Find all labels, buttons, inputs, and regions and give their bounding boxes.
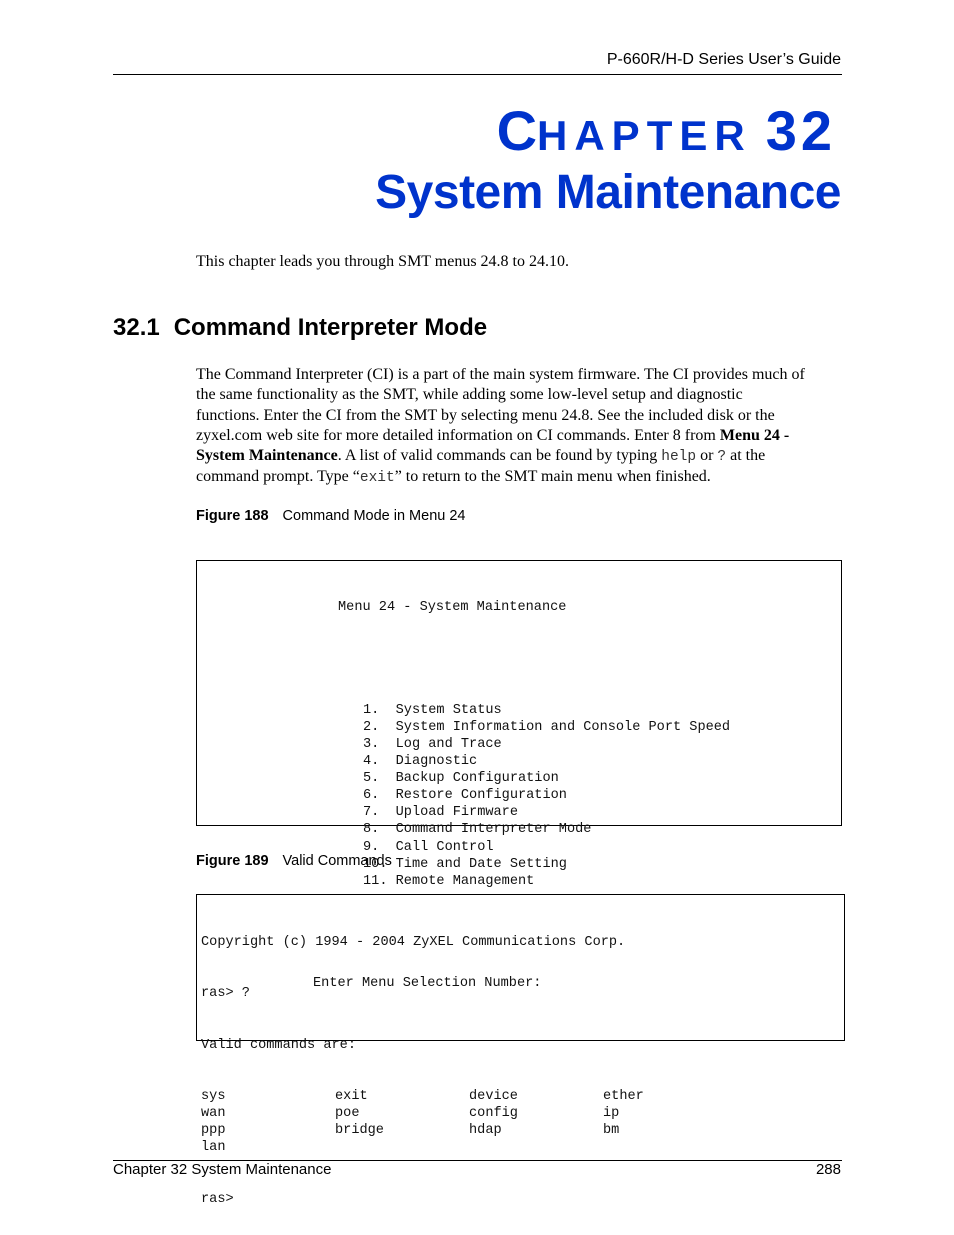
command-line: ras> ? [201, 986, 250, 1002]
section-heading [113, 311, 487, 345]
menu-reference: System Maintenance [196, 447, 338, 465]
command-name: hdap [469, 1123, 502, 1139]
figure-caption-text: Command Mode in Menu 24 [282, 508, 466, 524]
menu-item: 7. Upload Firmware [363, 805, 518, 821]
command-row [201, 1139, 844, 1156]
menu-item: 5. Backup Configuration [363, 771, 559, 787]
command-name: sys [201, 1089, 226, 1105]
command-name: lan [201, 1140, 226, 1156]
command-table [201, 1088, 844, 1156]
running-header: P-660R/H-D Series User’s Guide [606, 51, 841, 68]
command-row [201, 1088, 844, 1105]
paragraph-text: at the [726, 447, 766, 465]
paragraph-text: or [696, 447, 718, 465]
paragraph-text: zyxel.com web site for more detailed information on CI commands. Enter 8 from [196, 426, 720, 444]
menu-prompt: Enter Menu Selection Number: [313, 976, 542, 992]
menu-item: 10. Time and Date Setting [363, 856, 567, 872]
command-name: ether [603, 1089, 644, 1105]
menu-item: 11. Remote Management [363, 873, 535, 889]
intro-text: This chapter leads you through SMT menus 24.8 to 24.10. [196, 253, 569, 270]
menu-item: 4. Diagnostic [363, 754, 478, 770]
code-exit: exit [359, 470, 395, 487]
command-name: poe [335, 1106, 360, 1122]
paragraph-line: functions. Enter the CI from the SMT by selecting menu 24.8. See the included disk or the [196, 406, 775, 424]
menu-item: 9. Call Control [363, 839, 494, 855]
code-help: help [661, 449, 697, 466]
figure-189-caption [196, 851, 392, 871]
paragraph-line [196, 446, 844, 467]
page-number: 288 [815, 1161, 841, 1178]
menu-reference: Menu 24 - [719, 426, 790, 444]
command-name: wan [201, 1106, 226, 1122]
command-name: device [469, 1089, 518, 1105]
command-name: ip [603, 1106, 620, 1122]
command-name: bm [603, 1123, 620, 1139]
code-question: ? [717, 449, 727, 466]
chapter-title: System Maintenance [375, 166, 841, 219]
command-prompt: ras> [201, 1191, 234, 1207]
command-name: bridge [335, 1123, 384, 1139]
chapter-number: 32 [765, 99, 836, 162]
chapter-label-initial: C [496, 99, 538, 162]
command-name: config [469, 1106, 518, 1122]
valid-commands-line: Valid commands are: [201, 1037, 356, 1053]
paragraph-line [196, 467, 844, 488]
command-name: ppp [201, 1123, 226, 1139]
paragraph-line [196, 426, 844, 446]
command-row [201, 1122, 844, 1139]
footer-chapter: Chapter 32 System Maintenance [113, 1161, 332, 1178]
header-rule [113, 74, 842, 75]
menu-item: 8. Command Interpreter Mode [363, 822, 592, 838]
menu-item: 3. Log and Trace [363, 736, 502, 752]
body-paragraph [196, 365, 844, 489]
section-number: 32.1 [113, 314, 160, 341]
paragraph-text: . A list of valid commands can be found by typing [337, 447, 662, 465]
figure-label: Figure 189 [196, 853, 269, 869]
menu-title: Menu 24 - System Maintenance [338, 600, 567, 616]
menu-item: 2. System Information and Console Port Speed [363, 719, 731, 735]
paragraph-text: command prompt. Type “ [196, 468, 360, 486]
command-row [201, 1105, 844, 1122]
chapter-label-rest: HAPTER [537, 112, 752, 159]
paragraph-line: the same functionality as the SMT, while adding some low-level setup and diagnostic [196, 386, 743, 404]
figure-label: Figure 188 [196, 508, 269, 524]
paragraph-text: ” to return to the SMT main menu when finished. [394, 468, 711, 486]
menu-item: 1. System Status [363, 702, 502, 718]
figure-188-caption [196, 506, 466, 526]
menu-item: 6. Restore Configuration [363, 788, 567, 804]
copyright-line: Copyright (c) 1994 - 2004 ZyXEL Communications Corp. [201, 935, 626, 951]
command-name: exit [335, 1089, 368, 1105]
figure-caption-text: Valid Commands [282, 853, 392, 869]
section-title: Command Interpreter Mode [173, 314, 488, 341]
paragraph-line: The Command Interpreter (CI) is a part of the main system firmware. The CI provides much of [196, 366, 805, 383]
